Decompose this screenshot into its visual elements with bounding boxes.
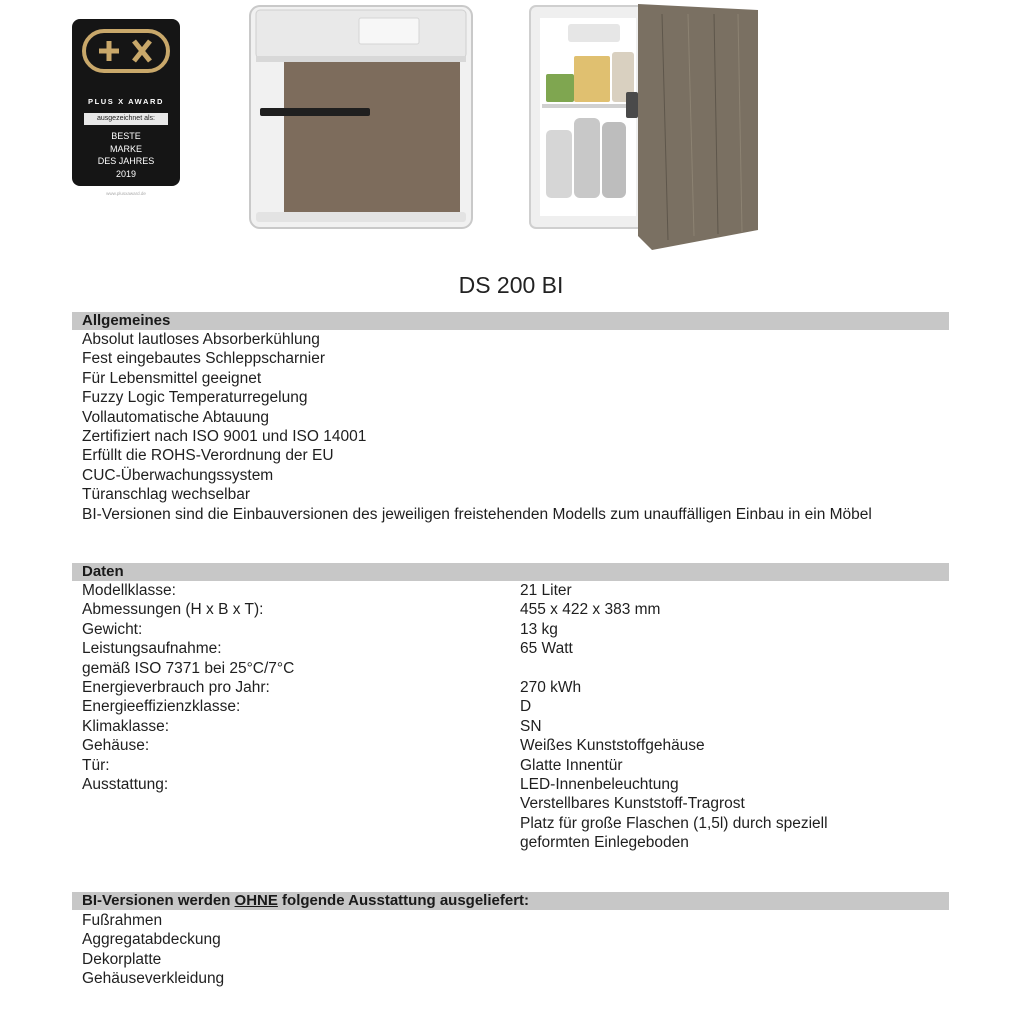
data-labels: [82, 581, 512, 794]
general-feature-list: [82, 330, 922, 524]
list-item: Fest eingebautes Schleppscharnier: [82, 350, 325, 368]
list-item: Erfüllt die ROHS-Verordnung der EU: [82, 447, 334, 465]
data-label: Leistungsaufnahme:: [82, 640, 222, 658]
list-item: Absolut lautloses Absorberkühlung: [82, 331, 320, 348]
fridge-open-image: [528, 4, 760, 250]
data-label: gemäß ISO 7371 bei 25°C/7°C: [82, 659, 295, 677]
list-item: Für Lebensmittel geeignet: [82, 369, 262, 387]
bi-excluded-list: [82, 911, 582, 989]
data-value: Verstellbares Kunststoff-Tragrost: [520, 795, 745, 813]
heading-text: BI-Versionen werden: [82, 892, 235, 909]
data-label: Gehäuse:: [82, 737, 150, 755]
award-line: MARKE: [109, 143, 142, 154]
data-value: Platz für große Flaschen (1,5l) durch speziell: [520, 814, 828, 832]
list-item: BI-Versionen sind die Einbauversionen des jeweiligen freistehenden Modells zum unauffälligen Einbau in ein Möbel: [82, 505, 872, 523]
data-value: Glatte Innentür: [520, 756, 623, 774]
data-label: Modellklasse:: [82, 582, 176, 599]
data-label: Energieeffizienzklasse:: [82, 698, 241, 716]
data-value: 65 Watt: [520, 640, 573, 658]
data-value: D: [520, 698, 532, 716]
list-item: Fuzzy Logic Temperaturregelung: [82, 389, 308, 407]
data-label: Abmessungen (H x B x T):: [82, 601, 264, 619]
data-label: Energieverbrauch pro Jahr:: [82, 679, 270, 697]
heading-emphasis: OHNE: [234, 892, 278, 909]
data-value: Weißes Kunststoffgehäuse: [520, 737, 705, 755]
data-value: 13 kg: [520, 620, 558, 638]
heading-text: folgende Ausstattung ausgeliefert:: [277, 892, 530, 909]
list-item: Fußrahmen: [82, 912, 163, 929]
data-value: 455 x 422 x 383 mm: [520, 601, 661, 619]
plus-x-award-logo: [82, 29, 170, 73]
data-value: LED-Innenbeleuchtung: [520, 776, 679, 794]
award-line: BESTE: [111, 131, 141, 141]
data-values: [520, 581, 940, 853]
fridge-closed-image: [246, 4, 476, 230]
award-title: PLUS X AWARD: [87, 97, 164, 106]
data-value: 21 Liter: [520, 582, 572, 599]
award-subtitle: ausgezeichnet als:: [84, 113, 168, 125]
data-value: 270 kWh: [520, 679, 582, 697]
data-value: geformten Einlegeboden: [520, 834, 689, 852]
award-line: DES JAHRES: [97, 156, 155, 166]
data-label: Gewicht:: [82, 620, 143, 638]
plus-x-award-badge: [72, 19, 180, 196]
award-text: [72, 130, 180, 180]
data-label: Ausstattung:: [82, 776, 169, 794]
product-title: DS 200 BI: [458, 272, 564, 298]
section-heading-bi-versions: [72, 892, 949, 910]
award-line: 2019: [115, 168, 137, 179]
section-heading-general: Allgemeines: [72, 312, 949, 330]
list-item: Vollautomatische Abtauung: [82, 408, 269, 426]
data-value: SN: [520, 717, 542, 735]
data-label: Tür:: [82, 756, 110, 774]
list-item: Zertifiziert nach ISO 9001 und ISO 14001: [82, 428, 367, 446]
data-value: [520, 659, 940, 678]
award-url: www.plusxaward.de: [106, 191, 146, 196]
section-heading-data: Daten: [72, 563, 949, 581]
list-item: Türanschlag wechselbar: [82, 486, 251, 504]
list-item: Gehäuseverkleidung: [82, 970, 225, 988]
list-item: Aggregatabdeckung: [82, 931, 221, 949]
list-item: CUC-Überwachungssystem: [82, 466, 274, 484]
data-label: Klimaklasse:: [82, 717, 169, 735]
list-item: Dekorplatte: [82, 950, 162, 968]
